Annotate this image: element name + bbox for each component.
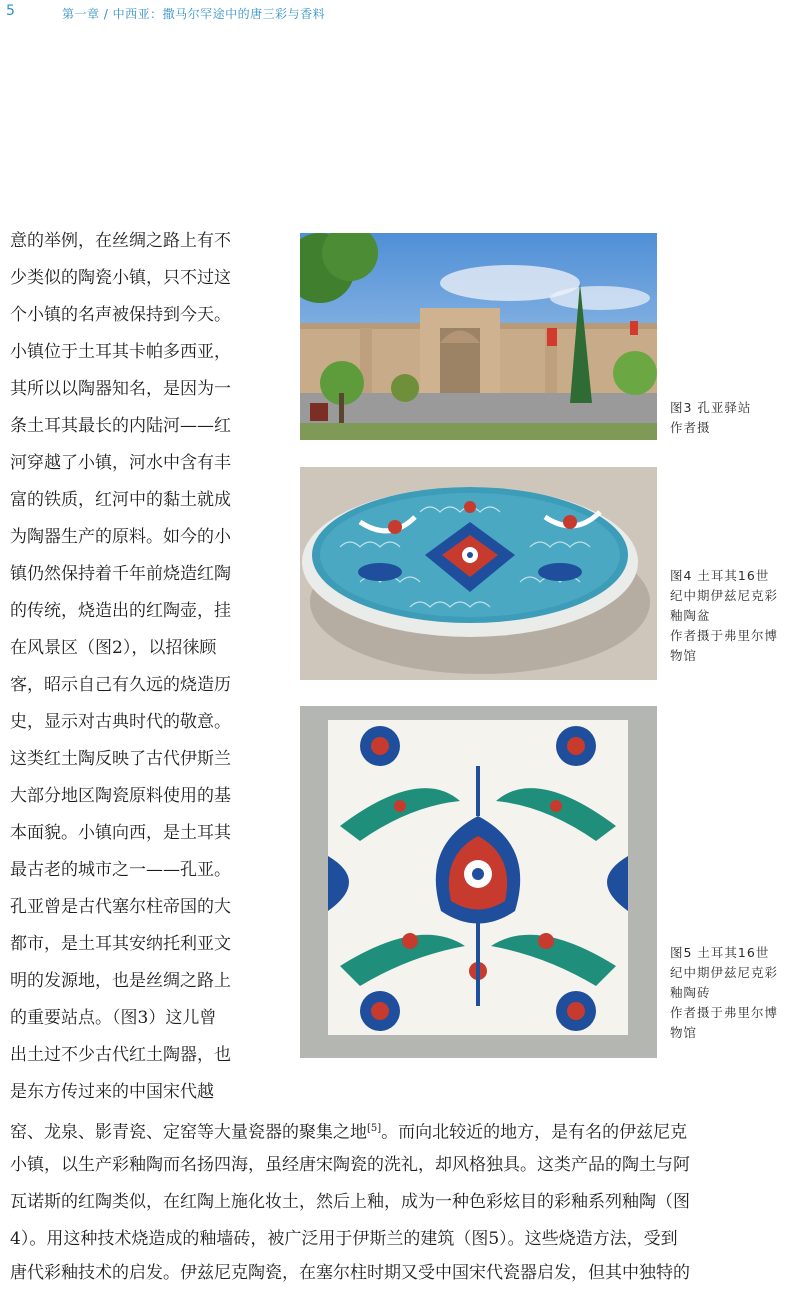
text-line: 条土耳其最长的内陆河——红	[10, 416, 231, 436]
text-line: 的传统，烧造出的红陶壶，挂	[10, 601, 231, 621]
text-line: 富的铁质，红河中的黏土就成	[10, 490, 231, 510]
caption-line: 釉陶砖	[670, 985, 711, 1000]
text-line: 4）。用这种技术烧造成的釉墙砖，被广泛用于伊斯兰的建筑（图5）。这些烧造方法，受到	[10, 1229, 678, 1249]
running-title: 第一章 / 中西亚：撒马尔罕途中的唐三彩与香料	[62, 7, 326, 21]
text-line	[10, 1110, 795, 1152]
text-line: 小镇，以生产彩釉陶而名扬四海，虽经唐宋陶瓷的洗礼，却风格独具。这类产品的陶土与阿	[10, 1155, 690, 1175]
figure-3-caption	[670, 398, 751, 438]
figure-5-photo	[300, 706, 657, 1058]
figure-3-photo	[300, 233, 657, 440]
caption-line: 作者摄	[670, 420, 711, 435]
text-run: 。而向北较近的地方，是有名的伊兹尼克	[381, 1122, 688, 1143]
text-line: 史，显示对古典时代的敬意。	[10, 712, 231, 732]
caption-line: 图3 孔亚驿站	[670, 400, 752, 415]
iznik-tile-image	[300, 706, 657, 1058]
figure-5-caption	[670, 943, 778, 1043]
text-line: 意的举例，在丝绸之路上有不	[10, 231, 231, 251]
page-number: 5	[6, 3, 15, 19]
text-line: 为陶器生产的原料。如今的小	[10, 527, 231, 547]
text-line: 明的发源地，也是丝绸之路上	[10, 971, 231, 991]
text-line: 在风景区（图2），以招徕顾	[10, 638, 217, 658]
caption-line: 釉陶盆	[670, 608, 711, 623]
text-line: 少类似的陶瓷小镇，只不过这	[10, 268, 231, 288]
text-line: 客，昭示自己有久远的烧造历	[10, 675, 231, 695]
text-line: 都市，是土耳其安纳托利亚文	[10, 934, 231, 954]
page-header	[0, 0, 800, 30]
footnote-reference[interactable]: [5]	[367, 1123, 382, 1134]
caption-line: 纪中期伊兹尼克彩	[670, 588, 779, 603]
text-line: 其所以以陶器知名，是因为一	[10, 379, 231, 399]
figure-4-photo	[300, 467, 657, 680]
text-line: 个小镇的名声被保持到今天。	[10, 305, 231, 325]
text-run: 窑、龙泉、影青瓷、定窑等大量瓷器的聚集之地	[10, 1122, 367, 1143]
caption-line: 物馆	[670, 1025, 698, 1040]
text-line: 最古老的城市之一——孔亚。	[10, 860, 231, 880]
caravanserai-image	[300, 233, 657, 440]
text-line: 小镇位于土耳其卡帕多西亚，	[10, 342, 231, 362]
text-line: 孔亚曾是古代塞尔柱帝国的大	[10, 897, 231, 917]
figure-4-caption	[670, 566, 778, 666]
text-line: 瓦诺斯的红陶类似，在红陶上施化妆土，然后上釉，成为一种色彩炫目的彩釉系列釉陶（图	[10, 1192, 690, 1212]
caption-line: 作者摄于弗里尔博	[670, 628, 779, 643]
caption-line: 物馆	[670, 648, 698, 663]
caption-line: 作者摄于弗里尔博	[670, 1005, 779, 1020]
text-line: 镇仍然保持着千年前烧造红陶	[10, 564, 231, 584]
text-line: 唐代彩釉技术的启发。伊兹尼克陶瓷，在塞尔柱时期又受中国宋代瓷器启发，但其中独特的	[10, 1263, 690, 1283]
caption-line: 纪中期伊兹尼克彩	[670, 965, 779, 980]
text-line: 大部分地区陶瓷原料使用的基	[10, 786, 231, 806]
caption-line: 图5 土耳其16世	[670, 945, 770, 960]
iznik-plate-image	[300, 467, 657, 680]
text-line: 出土过不少古代红土陶器，也	[10, 1045, 231, 1065]
caption-line: 图4 土耳其16世	[670, 568, 770, 583]
text-line: 这类红土陶反映了古代伊斯兰	[10, 749, 231, 769]
text-line: 本面貌。小镇向西，是土耳其	[10, 823, 231, 843]
text-line: 的重要站点。（图3）这儿曾	[10, 1008, 217, 1028]
text-line: 是东方传过来的中国宋代越	[10, 1082, 214, 1102]
text-line: 河穿越了小镇，河水中含有丰	[10, 453, 231, 473]
